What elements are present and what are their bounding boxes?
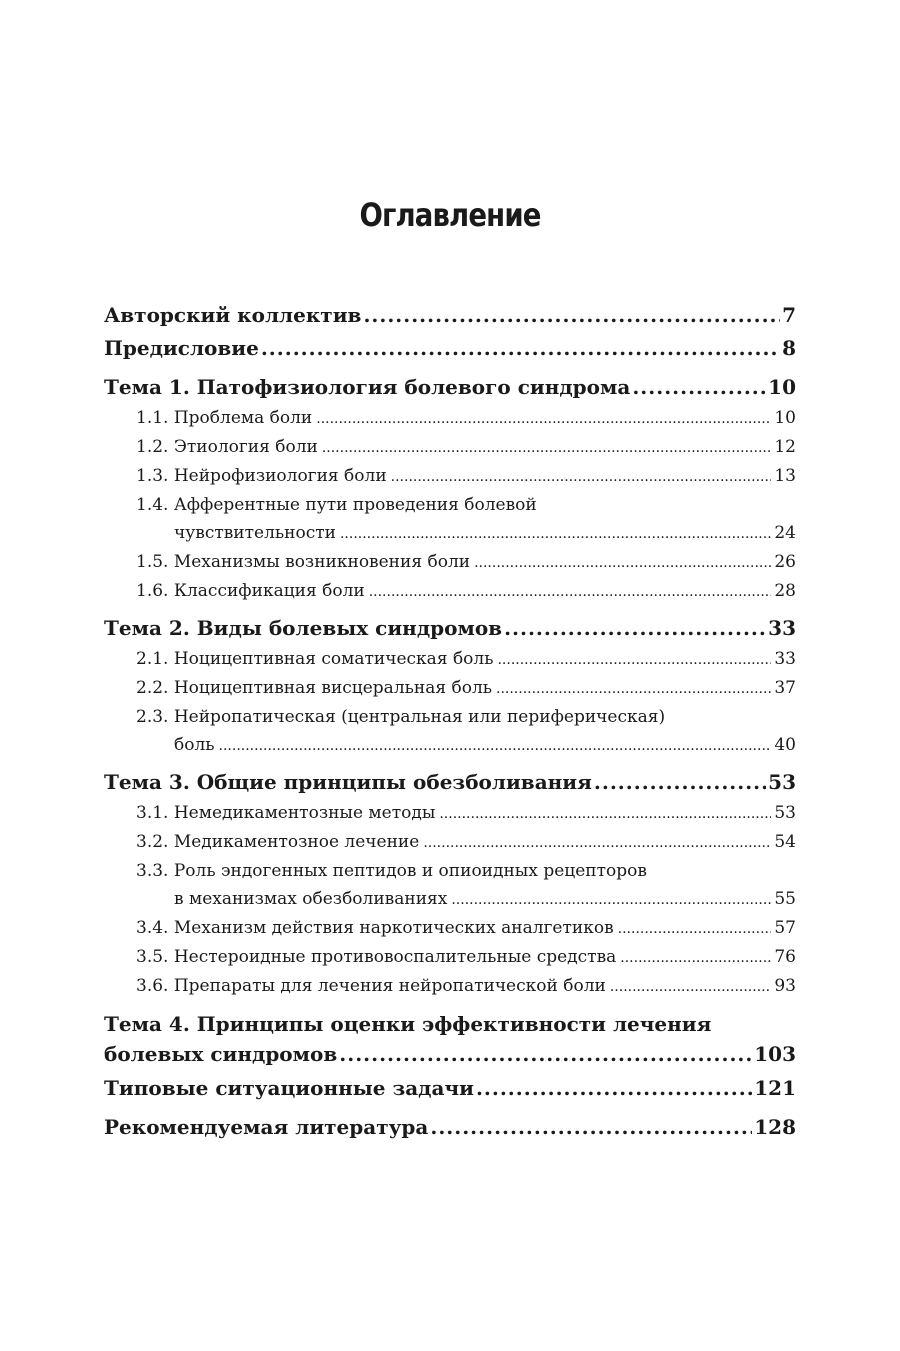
- toc-entry-topic-2[interactable]: [104, 612, 796, 645]
- toc-subentry-line1[interactable]: 2.3. Нейропатическая (центральная или периферическая): [136, 707, 666, 727]
- toc-page-number: 12: [774, 437, 796, 457]
- toc-subentry[interactable]: [136, 462, 796, 491]
- toc-subentry[interactable]: [136, 548, 796, 577]
- toc-page-number: 10: [768, 375, 796, 399]
- toc-subentry[interactable]: [136, 674, 796, 703]
- toc-entry-preface[interactable]: [104, 332, 796, 365]
- toc-subentry[interactable]: [174, 731, 796, 760]
- dot-leader: [439, 799, 771, 828]
- toc-entry-label: Рекомендуемая литература: [104, 1115, 429, 1139]
- dot-leader: [219, 731, 772, 760]
- toc-page-number: 28: [774, 581, 796, 601]
- toc-page-number: 37: [774, 678, 796, 698]
- toc-entry-topic-3[interactable]: [104, 766, 796, 799]
- dot-leader: [496, 674, 771, 703]
- toc-entry-label: Авторский коллектив: [104, 303, 362, 327]
- toc-entry-topic-1[interactable]: [104, 371, 796, 404]
- toc-entry-label: 1.3. Нейрофизиология боли: [136, 466, 387, 486]
- toc-subentry[interactable]: [136, 828, 796, 857]
- toc-page-number: 93: [774, 976, 796, 996]
- dot-leader: [369, 577, 772, 606]
- toc-subentry[interactable]: [136, 404, 796, 433]
- toc-subentry-line1[interactable]: 1.4. Афферентные пути проведения болевой: [136, 495, 537, 515]
- dot-leader: [632, 371, 766, 404]
- dot-leader: [261, 332, 780, 365]
- dot-leader: [423, 828, 771, 857]
- toc-page-number: 121: [754, 1076, 796, 1100]
- dot-leader: [363, 299, 780, 332]
- toc-entry-label: Тема 3. Общие принципы обезболивания: [104, 770, 592, 794]
- toc-page-number: 53: [774, 803, 796, 823]
- toc-entry-label: 3.5. Нестероидные противовоспалительные средства: [136, 947, 617, 967]
- toc-entry-label: 1.5. Механизмы возникновения боли: [136, 552, 471, 572]
- toc-entry-label: Типовые ситуационные задачи: [104, 1076, 474, 1100]
- toc-subentry[interactable]: [136, 433, 796, 462]
- toc-entry-literature[interactable]: [104, 1111, 796, 1144]
- toc-subentry[interactable]: [174, 885, 796, 914]
- toc-subentry[interactable]: [136, 914, 796, 943]
- toc-entry-authors[interactable]: [104, 299, 796, 332]
- toc-page-number: 76: [774, 947, 796, 967]
- dot-leader: [474, 548, 771, 577]
- toc-page-number: 54: [774, 832, 796, 852]
- toc-entry-label: 3.6. Препараты для лечения нейропатической боли: [136, 976, 606, 996]
- toc-entry-label: Предисловие: [104, 336, 259, 360]
- dot-leader: [620, 943, 771, 972]
- toc-entry-label: Тема 2. Виды болевых синдромов: [104, 616, 503, 640]
- toc-entry-topic-4[interactable]: [104, 1039, 796, 1069]
- toc-entry-tasks[interactable]: [104, 1072, 796, 1105]
- dot-leader: [618, 914, 772, 943]
- toc-page-number: 26: [774, 552, 796, 572]
- dot-leader: [594, 766, 766, 799]
- toc-page-number: 57: [774, 918, 796, 938]
- dot-leader: [497, 645, 771, 674]
- toc-subentry[interactable]: [136, 577, 796, 606]
- toc-subentry[interactable]: [136, 645, 796, 674]
- toc-entry-label: Тема 1. Патофизиология болевого синдрома: [104, 375, 631, 399]
- toc-entry-label: 2.1. Ноцицептивная соматическая боль: [136, 649, 494, 669]
- table-of-contents: [104, 299, 796, 1144]
- toc-page-number: 8: [782, 336, 796, 360]
- dot-leader: [451, 885, 771, 914]
- toc-page-number: 13: [774, 466, 796, 486]
- toc-entry-label: 1.2. Этиология боли: [136, 437, 318, 457]
- dot-leader: [340, 519, 771, 548]
- toc-page-number: 33: [768, 616, 796, 640]
- toc-page-number: 55: [774, 889, 796, 909]
- toc-entry-label: 3.2. Медикаментозное лечение: [136, 832, 420, 852]
- toc-entry-label: боль: [174, 735, 215, 755]
- dot-leader: [339, 1039, 752, 1069]
- toc-subentry[interactable]: [136, 972, 796, 1001]
- toc-subentry[interactable]: [136, 799, 796, 828]
- toc-page-number: 7: [782, 303, 796, 327]
- toc-page-number: 103: [754, 1042, 796, 1066]
- toc-page-number: 53: [768, 770, 796, 794]
- dot-leader: [610, 972, 772, 1001]
- dot-leader: [430, 1111, 752, 1144]
- dot-leader: [316, 404, 771, 433]
- dot-leader: [391, 462, 772, 491]
- dot-leader: [476, 1072, 752, 1105]
- toc-subentry-line1[interactable]: 3.3. Роль эндогенных пептидов и опиоидных рецепторов: [136, 861, 647, 881]
- toc-entry-label: 1.1. Проблема боли: [136, 408, 313, 428]
- toc-entry-label: 2.2. Ноцицептивная висцеральная боль: [136, 678, 492, 698]
- toc-page-number: 40: [774, 735, 796, 755]
- toc-page-number: 24: [774, 523, 796, 543]
- toc-entry-label: 1.6. Классификация боли: [136, 581, 365, 601]
- dot-leader: [504, 612, 766, 645]
- toc-page-number: 128: [754, 1115, 796, 1139]
- page-title: Оглавление: [359, 196, 541, 234]
- toc-entry-label: 3.1. Немедикаментозные методы: [136, 803, 436, 823]
- toc-subentry[interactable]: [174, 519, 796, 548]
- toc-page-number: 10: [774, 408, 796, 428]
- toc-subentry[interactable]: [136, 943, 796, 972]
- dot-leader: [322, 433, 772, 462]
- toc-page-number: 33: [774, 649, 796, 669]
- toc-entry-label: болевых синдромов: [104, 1042, 338, 1066]
- toc-entry-label: чувствительности: [174, 523, 336, 543]
- toc-entry-label: 3.4. Механизм действия наркотических аналгетиков: [136, 918, 614, 938]
- toc-entry-label: в механизмах обезболиваниях: [174, 889, 448, 909]
- toc-entry-topic-4-line1[interactable]: Тема 4. Принципы оценки эффективности лечения: [104, 1012, 712, 1036]
